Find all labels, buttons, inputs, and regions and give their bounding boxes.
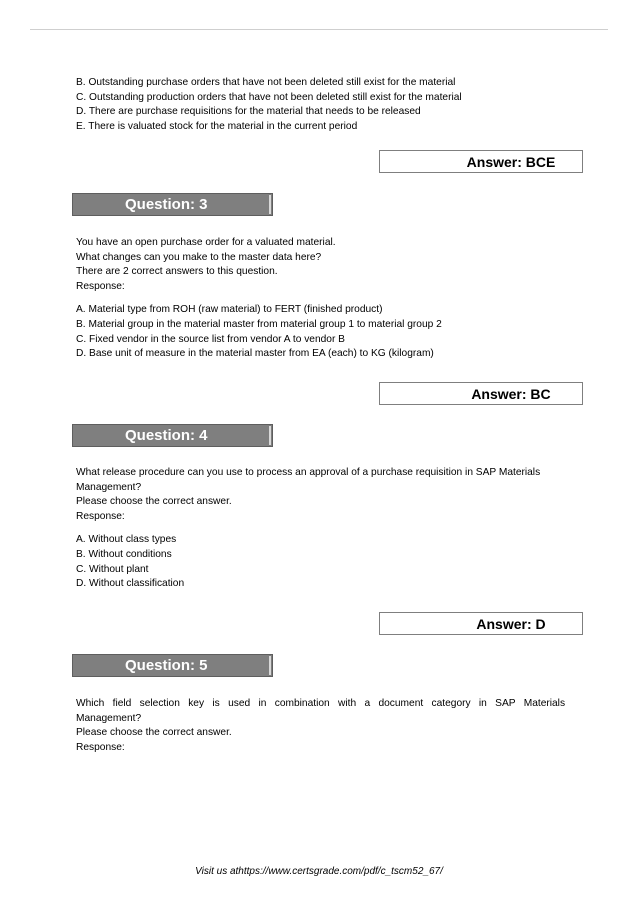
q5-response-label: Response:: [76, 741, 125, 753]
q2-options: [76, 76, 586, 134]
q3-option-c: C. Fixed vendor in the source list from vendor A to vendor B: [76, 333, 345, 345]
top-divider: [30, 29, 608, 30]
q3-body: [76, 236, 586, 362]
q4-body: [76, 466, 586, 592]
q4-option-a: A. Without class types: [76, 534, 177, 546]
q5-body: [76, 697, 586, 755]
q2-option-b: B. Outstanding purchase orders that have not been deleted still exist for the material: [76, 77, 456, 88]
q3-text-1: You have an open purchase order for a valuated material.: [76, 237, 336, 248]
q3-answer-box: [379, 382, 583, 405]
q3-option-a: A. Material type from ROH (raw material) to FERT (finished product): [76, 304, 383, 316]
q4-heading-text: Question: 4: [125, 427, 208, 444]
q3-option-b: B. Material group in the material master from material group 1 to material group 2: [76, 318, 442, 330]
q4-answer-text: Answer: D: [476, 616, 546, 632]
q5-heading: [72, 654, 273, 677]
q5-text-1: Which field selection key is used in combination with a document category in SAP Materials: [76, 698, 566, 709]
q2-option-d: D. There are purchase requisitions for the material that needs to be released: [76, 106, 421, 118]
q4-answer-box: [379, 612, 583, 635]
q4-heading: [72, 424, 273, 447]
q3-text-3: There are 2 correct answers to this question.: [76, 266, 278, 278]
q2-answer-box: [379, 150, 583, 173]
q3-heading: [72, 193, 273, 216]
q2-answer-text: Answer: BCE: [466, 154, 556, 170]
q2-option-e: E. There is valuated stock for the material in the current period: [76, 120, 358, 132]
q4-text-3: Please choose the correct answer.: [76, 496, 232, 508]
q4-option-d: D. Without classification: [76, 578, 185, 590]
q3-option-d: D. Base unit of measure in the material master from EA (each) to KG (kilogram): [76, 348, 434, 360]
q3-heading-text: Question: 3: [125, 196, 208, 213]
q4-response-label: Response:: [76, 510, 125, 522]
q4-text-1: What release procedure can you use to process an approval of a purchase requisition in SAP Materials: [76, 467, 541, 478]
footer-link[interactable]: Visit us athttps://www.certsgrade.com/pdf/c_tscm52_67/: [195, 866, 443, 877]
q3-text-2: What changes can you make to the master data here?: [76, 251, 322, 263]
q4-option-c: C. Without plant: [76, 563, 149, 575]
q3-answer-text: Answer: BC: [471, 386, 551, 402]
q5-heading-text: Question: 5: [125, 657, 208, 674]
q5-text-2: Management?: [76, 712, 142, 724]
q2-option-c: C. Outstanding production orders that have not been deleted still exist for the material: [76, 91, 462, 103]
q3-response-label: Response:: [76, 280, 125, 292]
q4-option-b: B. Without conditions: [76, 548, 172, 560]
q4-text-2: Management?: [76, 481, 142, 493]
q5-text-3: Please choose the correct answer.: [76, 727, 232, 739]
